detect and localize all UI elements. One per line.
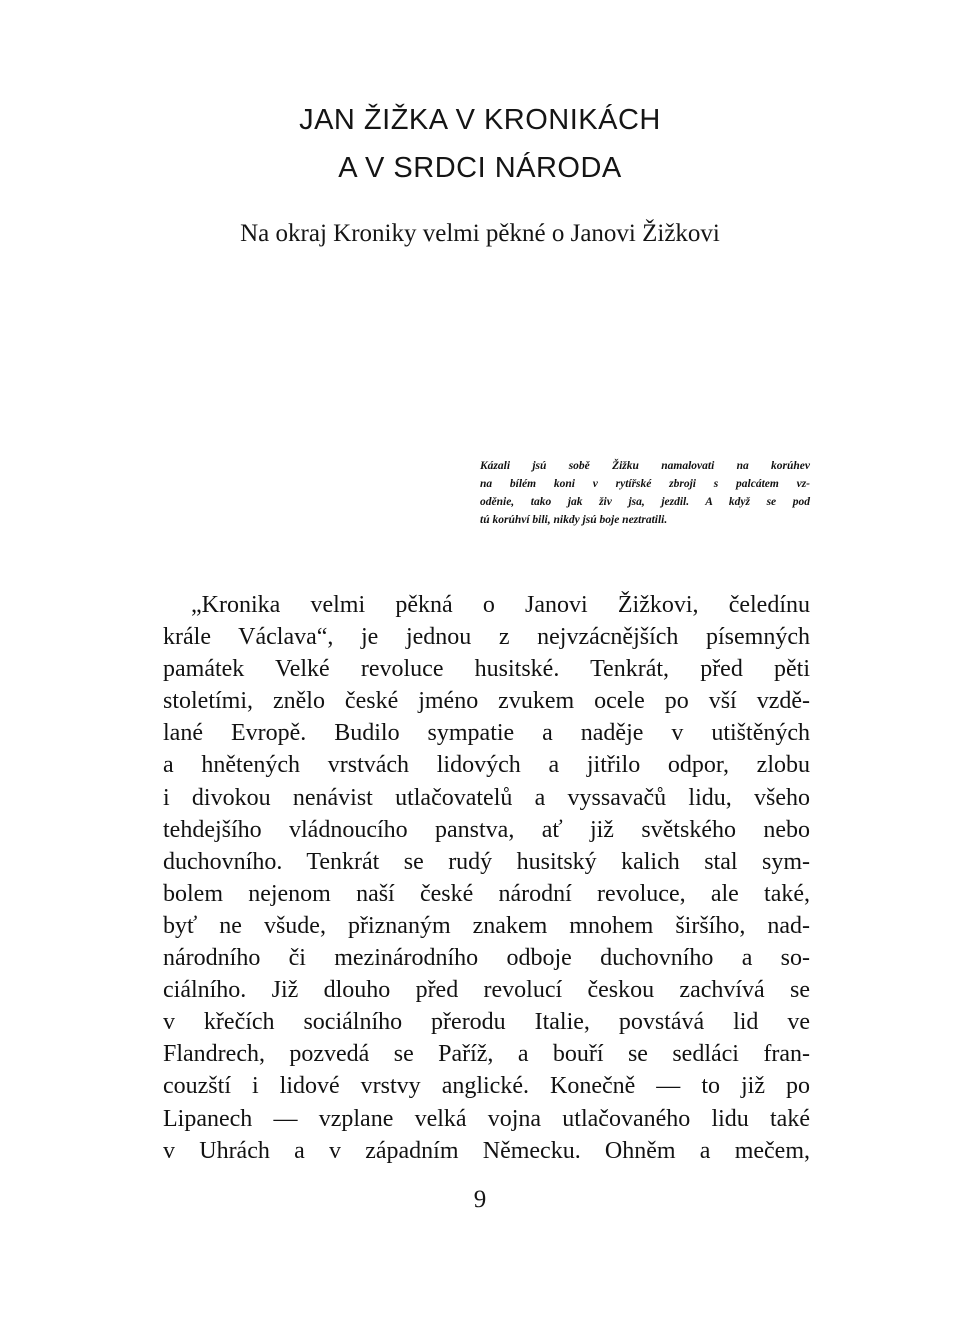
page-number: 9 — [473, 1186, 487, 1213]
chapter-title-line-2: A V SRDCI NÁRODA — [338, 152, 622, 184]
body-line: v Uhrách a v západním Německu. Ohněm a mečem, — [163, 1137, 810, 1164]
body-paragraph — [163, 589, 810, 1167]
epigraph — [480, 457, 810, 529]
body-line: stoletími, znělo české jméno zvukem ocele po vší vzdě- — [163, 688, 810, 715]
epigraph-line: Kázali jsú sobě Žižku namalovati na korúhev — [480, 460, 810, 472]
body-line: bolem nejenom naší české národní revoluce, ale také, — [163, 880, 810, 907]
chapter-title-line-1: JAN ŽIŽKA V KRONIKÁCH — [299, 104, 661, 136]
epigraph-line: na bílém koni v rytířské zbroji s palcátem vz- — [480, 478, 810, 490]
body-line: lané Evropě. Budilo sympatie a naděje v utištěných — [163, 720, 810, 747]
epigraph-line: tú korúhví bili, nikdy jsú boje neztratili. — [480, 514, 668, 526]
epigraph-line: oděnie, tako jak živ jsa, jezdil. A když se pod — [480, 496, 810, 508]
chapter-subtitle: Na okraj Kroniky velmi pěkné o Janovi Žižkovi — [240, 220, 720, 247]
body-line: krále Václava“, je jednou z nejvzácnějších písemných — [163, 624, 810, 651]
body-line: národního či mezinárodního odboje duchovního a so- — [163, 945, 810, 972]
body-line: tehdejšího vládnoucího panstva, ať již světského nebo — [163, 816, 810, 843]
body-line: duchovního. Tenkrát se rudý husitský kalich stal sym- — [163, 848, 810, 875]
body-line: Flandrech, pozvedá se Paříž, a bouří se sedláci fran- — [163, 1041, 810, 1068]
body-line: i divokou nenávist utlačovatelů a vyssavačů lidu, všeho — [163, 784, 810, 811]
body-line: „Kronika velmi pěkná o Janovi Žižkovi, čeledínu — [191, 592, 810, 618]
body-line: v křečích sociálního přerodu Italie, povstává lid ve — [163, 1009, 810, 1036]
body-line: ciálního. Již dlouho před revolucí českou zachvívá se — [163, 977, 810, 1004]
body-line: byť ne všude, přiznaným znakem mnohem širšího, nad- — [163, 912, 810, 939]
body-line: Lipanech — vzplane velká vojna utlačovaného lidu také — [163, 1105, 810, 1132]
body-line: a hnětených vrstvách lidových a jitřilo odpor, zlobu — [163, 752, 810, 779]
body-line: couzští i lidové vrstvy anglické. Konečně — to již po — [163, 1073, 810, 1100]
body-line: památek Velké revoluce husitské. Tenkrát, před pěti — [163, 656, 810, 683]
